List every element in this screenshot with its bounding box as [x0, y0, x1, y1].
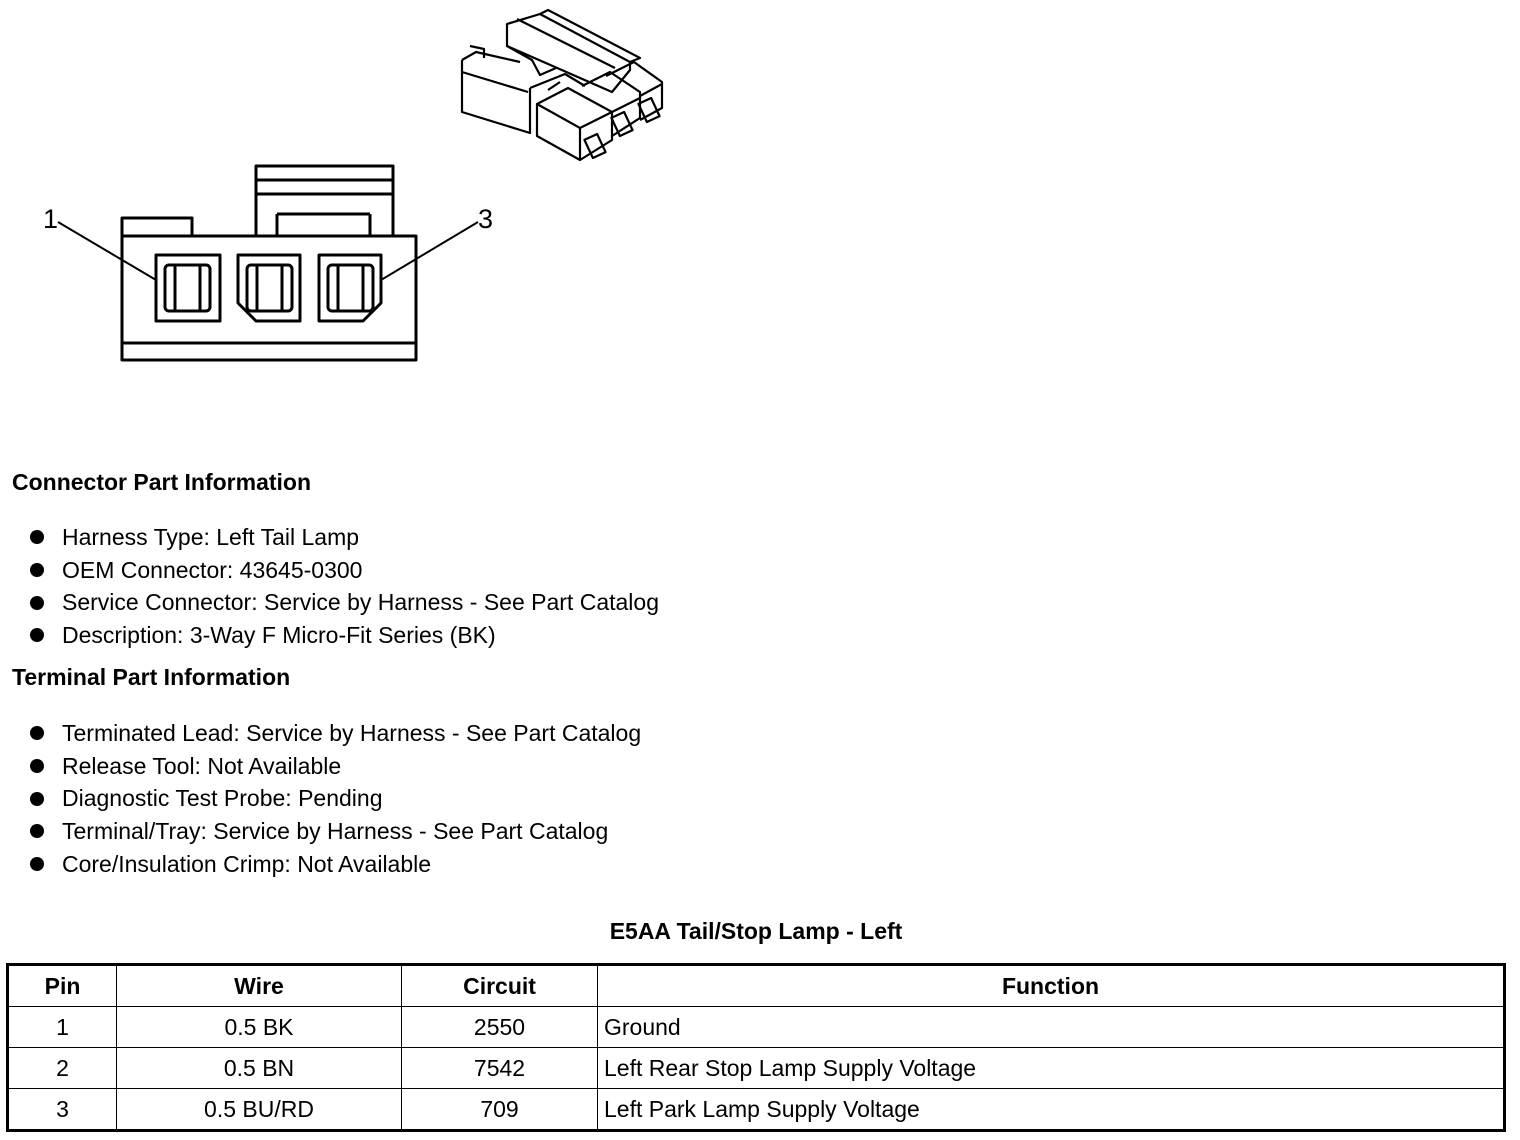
list-item-text: Release Tool: Not Available [62, 752, 342, 779]
bullet-icon [30, 857, 44, 871]
connector-3d-illustration [462, 10, 662, 160]
bullet-icon [30, 596, 44, 610]
column-header-pin: Pin [8, 965, 117, 1007]
connector-front-view [58, 166, 478, 360]
list-item [28, 586, 659, 619]
cell-circuit: 709 [402, 1089, 598, 1131]
bullet-icon [30, 824, 44, 838]
cell-function: Left Rear Stop Lamp Supply Voltage [598, 1048, 1505, 1089]
bullet-icon [30, 792, 44, 806]
column-header-wire: Wire [117, 965, 402, 1007]
table-title: E5AA Tail/Stop Lamp - Left [609, 918, 903, 944]
list-item [28, 619, 659, 652]
bullet-icon [30, 628, 44, 642]
bullet-icon [30, 530, 44, 544]
column-header-circuit: Circuit [402, 965, 598, 1007]
list-item-text: Description: 3-Way F Micro-Fit Series (BK) [62, 622, 496, 649]
list-item [28, 750, 641, 783]
list-item-text: OEM Connector: 43645-0300 [62, 556, 363, 583]
list-item-text: Terminated Lead: Service by Harness - See Part Catalog [62, 720, 642, 746]
list-item [28, 848, 641, 881]
cell-wire: 0.5 BK [117, 1007, 402, 1048]
pin-1-cavity [156, 255, 220, 321]
list-item [28, 554, 659, 587]
table-row [8, 1007, 1505, 1048]
cell-wire: 0.5 BN [117, 1048, 402, 1089]
bullet-icon [30, 726, 44, 740]
list-item-text: Service Connector: Service by Harness - See Part Catalog [62, 589, 659, 616]
terminal-part-info-list [28, 717, 641, 880]
connector-part-info-heading: Connector Part Information [12, 469, 312, 495]
list-item-text: Diagnostic Test Probe: Pending [62, 785, 383, 812]
cell-pin: 3 [8, 1089, 117, 1131]
cell-function: Ground [598, 1007, 1505, 1048]
list-item-text: Terminal/Tray: Service by Harness - See Part Catalog [62, 818, 609, 845]
table-row [8, 1089, 1505, 1131]
list-item [28, 717, 641, 750]
pin-2-cavity [238, 255, 300, 321]
pinout-table [6, 963, 1506, 1132]
column-header-function: Function [598, 965, 1505, 1007]
cell-pin: 1 [8, 1007, 117, 1048]
pin-1-callout: 1 [43, 204, 59, 234]
table-row [8, 1048, 1505, 1089]
pin-3-callout: 3 [478, 204, 494, 234]
terminal-part-info-heading: Terminal Part Information [12, 664, 291, 690]
cell-function: Left Park Lamp Supply Voltage [598, 1089, 1505, 1131]
list-item-text: Harness Type: Left Tail Lamp [62, 524, 360, 550]
pin-3-cavity [319, 255, 381, 321]
cell-circuit: 7542 [402, 1048, 598, 1089]
table-header-row [8, 965, 1505, 1007]
list-item [28, 521, 659, 554]
list-item [28, 782, 641, 815]
cell-pin: 2 [8, 1048, 117, 1089]
bullet-icon [30, 563, 44, 577]
cell-wire: 0.5 BU/RD [117, 1089, 402, 1131]
connector-part-info-list [28, 521, 659, 652]
cell-circuit: 2550 [402, 1007, 598, 1048]
connector-diagram [0, 0, 700, 440]
list-item [28, 815, 641, 848]
list-item-text: Core/Insulation Crimp: Not Available [62, 850, 432, 877]
bullet-icon [30, 759, 44, 773]
